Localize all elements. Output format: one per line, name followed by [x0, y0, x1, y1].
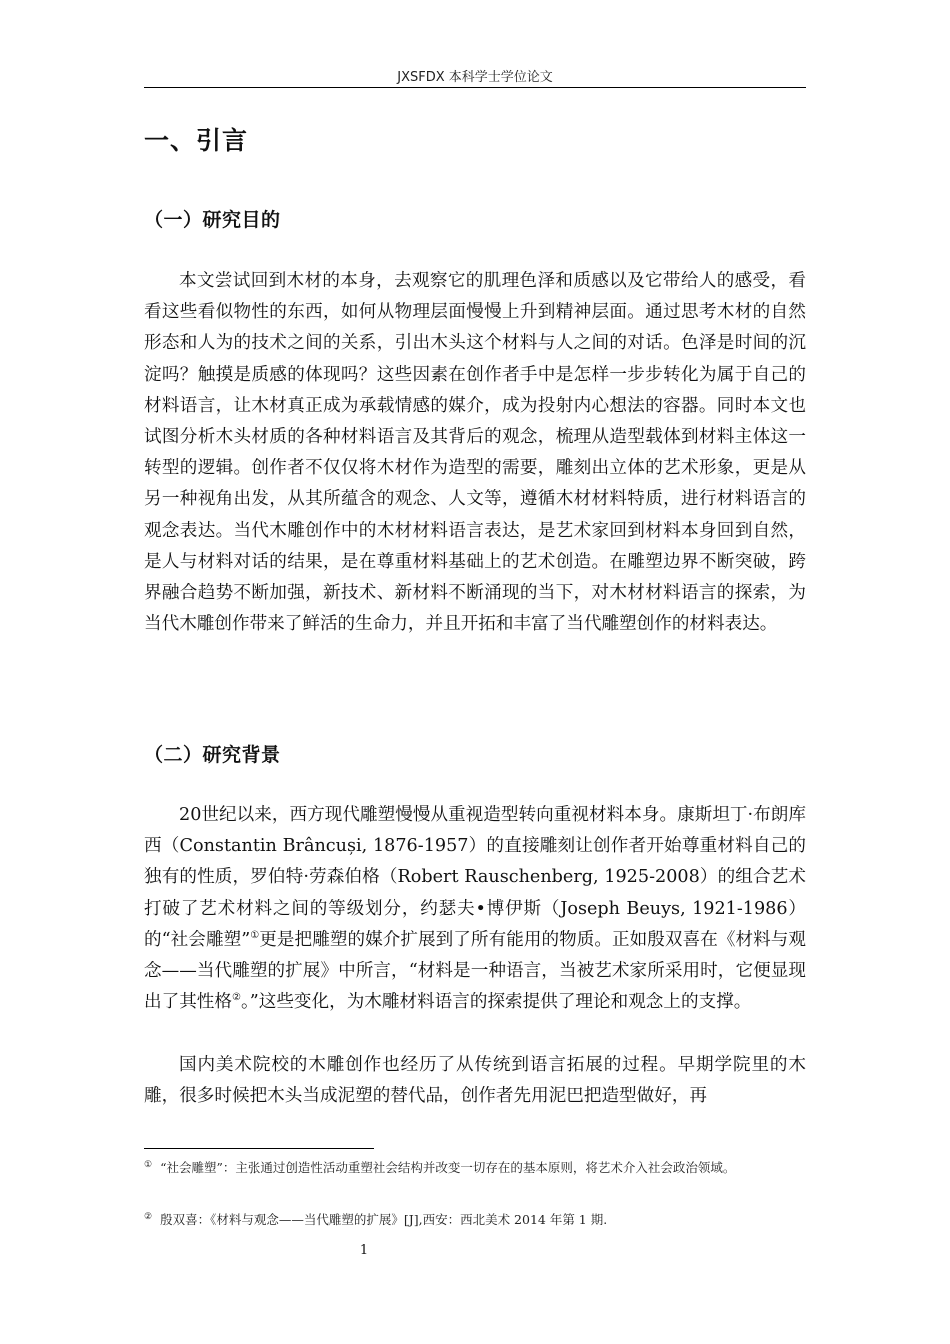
- background-paragraph-2: 国内美术院校的木雕创作也经历了从传统到语言拓展的过程。早期学院里的木雕，很多时候把木头当成泥塑的替代品，创作者先用泥巴把造型做好，再: [144, 1055, 806, 1107]
- page-number: 1: [359, 1243, 369, 1258]
- section-title: 一、引言: [144, 126, 249, 155]
- purpose-paragraph: 本文尝试回到木材的本身，去观察它的肌理色泽和质感以及它带给人的感受，看看这些看似物性的东西，如何从物理层面慢慢上升到精神层面。通过思考木材的自然形态和人为的技术之间的关系，引出木头这个材料与人之间的对话。色泽是时间的沉淀吗？触摸是质感的体现吗？这些因素在创作者手中是怎样一步步转化为属于自己的材料语言，让木材真正成为承载情感的媒介，成为投射内心想法的容器。同时本文也试图分析木头材质的各种材料语言及其背后的观念，梳理从造型载体到材料主体这一转型的逻辑。创作者不仅仅将木材作为造型的需要，雕刻出立体的艺术形象，更是从另一种视角出发，从其所蕴含的观念、人文等，遵循木材材料特质，进行材料语言的观念表达。当代木雕创作中的木材材料语言表达，是艺术家回到材料本身回到自然，是人与材料对话的结果，是在尊重材料基础上的艺术创造。在雕塑边界不断突破，跨界融合趋势不断加强，新技术、新材料不断涌现的当下，对木材材料语言的探索，为当代木雕创作带来了鲜活的生命力，并且开拓和丰富了当代雕塑创作的材料表达。: [144, 271, 806, 635]
- background-text-a: 20世纪以来，西方现代雕塑慢慢从重视造型转向重视材料本身。康斯坦丁·布朗库西（Constantin Brâncuși, 1876-1957）的直接雕刻让创作者开始尊重材料自己的独有的性质，罗伯特·劳森伯格（Robert Rauschenberg, 1925-2008）的组合艺术打破了艺术材料之间的等级划分，约瑟夫•博伊斯（Joseph Beuys, 1921-1986）的“社会雕塑”: [144, 805, 806, 950]
- background-text-c: 。”这些变化，为木雕材料语言的探索提供了理论和观念上的支撑。: [240, 992, 752, 1013]
- footnote-mark-1: ①: [144, 1160, 153, 1170]
- background-text-b: 更是把雕塑的媒介扩展到了所有能用的物质。正如殷双喜在《材料与观念——当代雕塑的扩展》中所言，“材料是一种语言，当被艺术家所采用时，它便显现出了其性格: [144, 929, 806, 1013]
- subsection-title-purpose: （一）研究目的: [144, 209, 281, 231]
- header-rule: [144, 87, 806, 88]
- footnote-ref-2[interactable]: ②: [231, 992, 241, 1004]
- footnote-text-2: 殷双喜：《材料与观念——当代雕塑的扩展》[J],西安：西北美术 2014 年第 1 期.: [160, 1212, 608, 1227]
- footnote-1: [144, 1157, 806, 1178]
- running-header: JXSFDX 本科学士学位论文: [397, 70, 553, 85]
- footnote-separator: [144, 1148, 374, 1149]
- footnote-mark-2: ②: [144, 1212, 153, 1222]
- background-paragraph-1: [144, 800, 806, 1018]
- subsection-title-background: （二）研究背景: [144, 744, 281, 766]
- footnote-2: [144, 1209, 806, 1230]
- footnote-ref-1[interactable]: ①: [250, 929, 260, 941]
- footnote-text-1: “社会雕塑”：主张通过创造性活动重塑社会结构并改变一切存在的基本原则，将艺术介入社会政治领域。: [160, 1160, 736, 1175]
